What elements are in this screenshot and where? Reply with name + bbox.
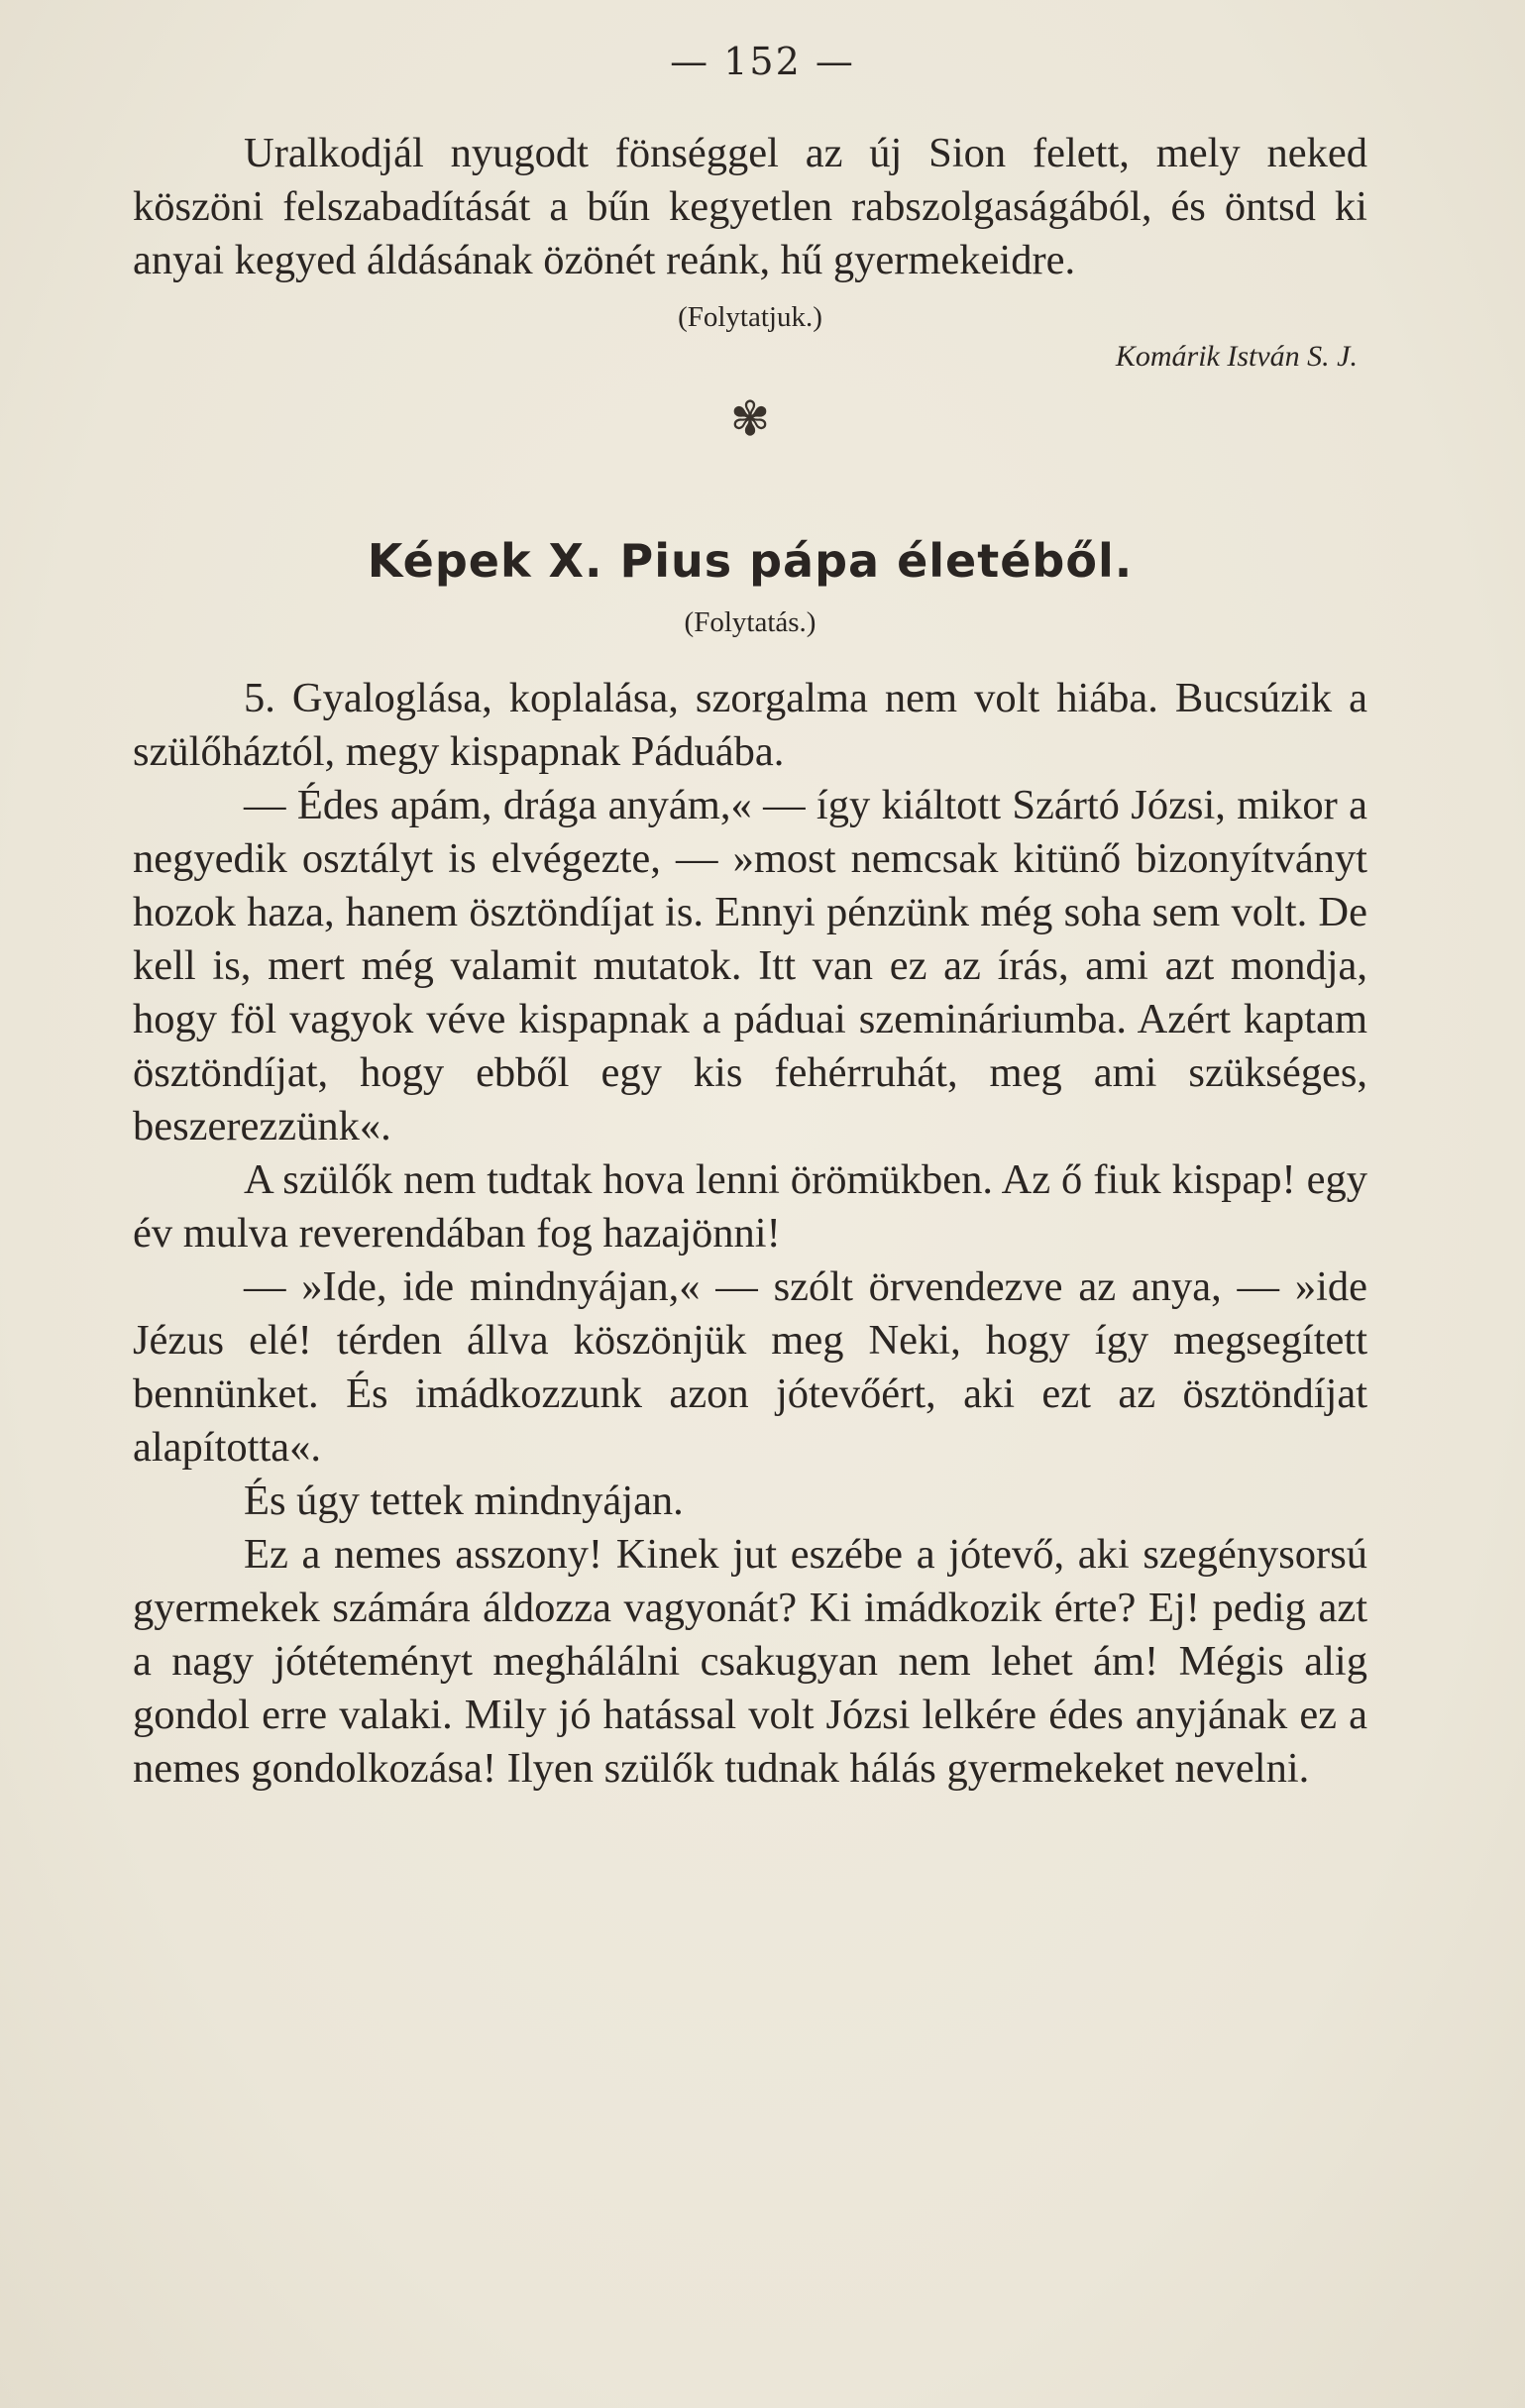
section-title: Képek X. Pius pápa életéből. <box>367 534 1134 588</box>
paragraph: — Édes apám, drága anyám,« — így kiáltott Szártó Józsi, mikor a negyedik osztályt is elvégezte, — »most nemcsak kitünő bizonyítványt hozok haza, hanem ösztöndíjat is. Ennyi pénzünk még soha sem volt. De kell is, mert még valamit mutatok. Itt van ez az írás, ami azt mondja, hogy föl vagyok véve kispapnak a páduai szemináriumba. Azért kaptam ösztöndíjat, hogy ebből egy kis fehérruhát, meg ami szükséges, beszerezzünk«. <box>133 782 1367 1149</box>
paragraph: A szülők nem tudtak hova lenni örömükben. Az ő fiuk kispap! egy év mulva reverendában fog hazajönni! <box>133 1156 1367 1257</box>
paragraph: 5. Gyaloglása, koplalása, szorgalma nem volt hiába. Bucsúzik a szülőháztól, megy kispapnak Páduába. <box>133 675 1367 775</box>
page-number: — 152 — <box>670 40 855 83</box>
intro-paragraph: Uralkodjál nyugodt fönséggel az új Sion felett, mely neked köszöni felszabadítását a bűn kegyetlen rabszolgaságából, és öntsd ki anyai kegyed áldásának özönét reánk, hű gyermekeidre. <box>133 130 1367 283</box>
continued-label: (Folytatjuk.) <box>678 301 822 333</box>
author-signature: Komárik István S. J. <box>1115 340 1358 373</box>
flower-ornament-icon: ✾ <box>729 393 771 446</box>
page-body <box>133 127 1367 1796</box>
paragraph: És úgy tettek mindnyájan. <box>244 1478 684 1524</box>
paragraph: — »Ide, ide mindnyájan,« — szólt örvendezve az anya, — »ide Jézus elé! térden állva köszönjük meg Neki, hogy így megsegített bennünket. És imádkozzunk azon jótevőért, aki ezt az ösztöndíjat alapította«. <box>133 1263 1367 1471</box>
paragraph: Ez a nemes asszony! Kinek jut eszébe a jótevő, aki szegénysorsú gyermekek számára áldozza vagyonát? Ki imádkozik érte? Ej! pedig azt a nagy jótéteményt meghálálni csakugyan nem lehet ám! Mégis alig gondol erre valaki. Mily jó hatással volt Józsi lelkére édes anyjának ez a nemes gondolkozása! Ilyen szülők tudnak hálás gyermekeket nevelni. <box>133 1531 1367 1792</box>
section-subtitle: (Folytatás.) <box>684 606 817 638</box>
